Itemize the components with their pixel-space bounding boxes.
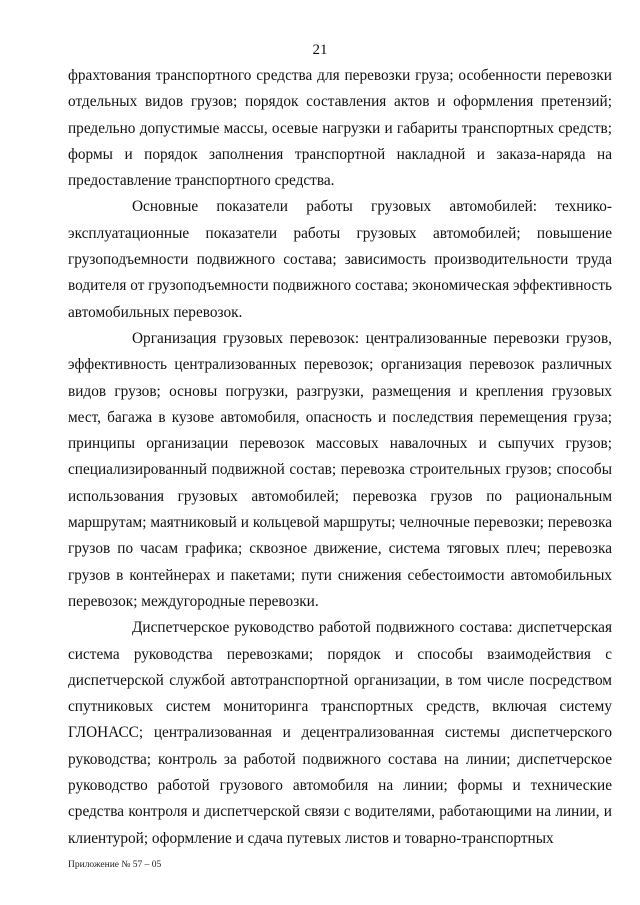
paragraph-main-indicators: Основные показатели работы грузовых автомобилей: технико-эксплуатационные показатели работы грузовых автомобилей; повышение грузоподъемности подвижного состава; зависимость производительности труда водителя от грузоподъемности подвижного состава; экономическая эффективность автомобильных перевозок. bbox=[68, 198, 612, 321]
document-body bbox=[68, 63, 612, 852]
page-footer: Приложение № 57 – 05 bbox=[68, 860, 162, 870]
paragraph-dispatch-management: Диспетчерское руководство работой подвижного состава: диспетчерская система руководства перевозками; порядок и способы взаимодействия с диспетчерской службой автотранспортной организации, в том числе посредством спутниковых систем мониторинга транспортных средств, включая систему ГЛОНАСС; централизованная и децентрализованная системы диспетчерского руководства; контроль за работой подвижного состава на линии; диспетчерское руководство работой грузового автомобиля на линии; формы и технические средства контроля и диспетчерской связи с водителями, работающими на линии, и клиентурой; оформление и сдача путевых листов и товарно-транспортных bbox=[68, 619, 612, 847]
page-number: 21 bbox=[312, 42, 328, 58]
paragraph-continuation: фрахтования транспортного средства для перевозки груза; особенности перевозки отдельных видов грузов; порядок составления актов и оформления претензий; предельно допустимые массы, осевые нагрузки и габариты транспортных средств; формы и порядок заполнения транспортной накладной и заказа-наряда на предоставление транспортного средства. bbox=[68, 67, 612, 190]
paragraph-cargo-organization: Организация грузовых перевозок: централизованные перевозки грузов, эффективность централизованных перевозок; организация перевозок различных видов грузов; основы погрузки, разгрузки, размещения и крепления грузовых мест, багажа в кузове автомобиля, опасность и последствия перемещения груза; принципы организации перевозок массовых навалочных и сыпучих грузов; специализированный подвижной состав; перевозка строительных грузов; способы использования грузовых автомобилей; перевозка грузов по рациональным маршрутам; маятниковый и кольцевой маршруты; челночные перевозки; перевозка грузов по часам графика; сквозное движение, система тяговых плеч; перевозка грузов в контейнерах и пакетами; пути снижения себестоимости автомобильных перевозок; междугородные перевозки. bbox=[68, 329, 612, 610]
